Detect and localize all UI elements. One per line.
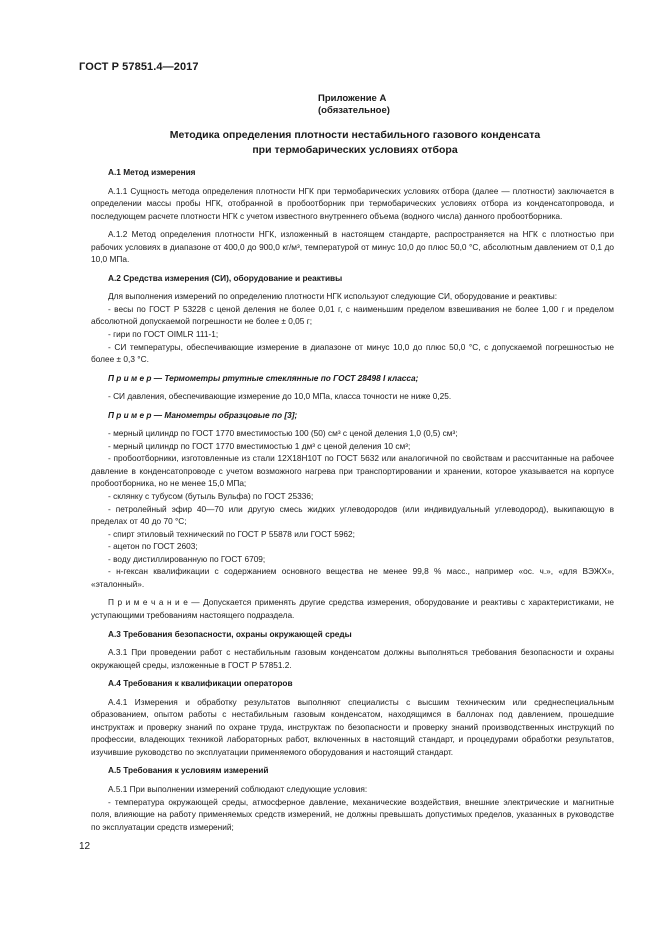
list-item: - СИ температуры, обеспечивающие измерение в диапазоне от минус 10,0 до плюс 50,0 °С, с допускаемой погрешностью не более ± 0,3 °С. [91,341,614,365]
list-item: - воду дистиллированную по ГОСТ 6709; [108,553,266,564]
section-heading-a2: А.2 Средства измерения (СИ), оборудование и реактивы [108,272,343,283]
list-item: - пробоотборники, изготовленные из стали 12Х18Н10Т по ГОСТ 5632 или аналогичной по свойствам и рассчитанные на рабочее давление в конденсатопроводе с учетом возможного нагрева при транспортировании и хранении, которое указывается на корпусе пробоотборника, но не менее 15,0 МПа; [91,453,614,489]
paragraph-a4-1: А.4.1 Измерения и обработку результатов выполняют специалисты с высшим техническим или среднеспециальным образованием, опытом работы с нестабильным газовым конденсатом, находящимся в баллонах под давлением, прошедшие инструктаж и проверку знаний по охране труда, инструктаж по безопасности и проверку знаний производственных инструкций по профессии, владеющих техникой лабораторных работ, включенных в настоящий стандарт, и процедурами обработки результатов, изучившие руководство по эксплуатации применяемого оборудования и настоящий стандарт. [91,696,614,757]
list-item: - гири по ГОСТ OIMLR 111-1; [108,329,219,340]
list-item: - мерный цилиндр по ГОСТ 1770 вместимостью 1 дм³ с ценой деления 10 см³; [108,440,411,451]
paragraph-a1-2: А.1.2 Метод определения плотности НГК, изложенный в настоящем стандарте, распространяется на НГК с плотностью при рабочих условиях в диапазоне от 400,0 до 900,0 кг/м³, температурой от минус 10,0 до плюс 50,0 °С, абсолютным давлением от 0,1 до 10,0 МПа. [91,229,614,265]
list-item: - н-гексан квалификации с содержанием основного вещества не менее 99,8 % масс., например «ос. ч.», «для ВЭЖХ», «эталонный». [91,566,614,589]
example-note-2: П р и м е р — Манометры образцовые по [3]; [108,409,298,420]
title-line-2: при термобарических условиях отбора [252,144,458,156]
section-heading-a5: А.5 Требования к условиям измерений [108,765,269,776]
list-item: - СИ давления, обеспечивающие измерение до 10,0 МПа, класса точности не ниже 0,25. [108,391,452,402]
paragraph-a3-1: А.3.1 При проведении работ с нестабильным газовым конденсатом должны выполняться требования безопасности и охраны окружающей среды, изложенные в ГОСТ Р 57851.2. [91,647,614,670]
list-item: - петролейный эфир 40—70 или другую смесь жидких углеводородов (или индивидуальный углеводород), выкипающую в пределах от 40 до 70 °С; [91,503,614,527]
page-number: 12 [79,841,91,852]
document-code: ГОСТ Р 57851.4—2017 [79,61,199,73]
list-item: - мерный цилиндр по ГОСТ 1770 вместимостью 100 (50) см³ с ценой деления 1,0 (0,5) см³; [108,428,458,439]
appendix-label: Приложение А [318,93,387,104]
document-body [91,166,614,833]
paragraph-a1-1: А.1.1 Сущность метода определения плотности НГК при термобарических условиях отбора (далее — плотности) заключается в определении массы пробы НГК, отобранной в пробоотборник при термобарических условиях отбора из конденсатопровода, и последующем расчете плотности НГК с учетом известного внутреннего объема (водного числа) данного пробоотборника. [91,185,614,221]
list-item: - температура окружающей среды, атмосферное давление, механические воздействия, внешние электрические и магнитные поля, влияющие на работу применяемых средств измерений, не должны превышать допустимых пределов, указанных в руководстве по эксплуатации средств измерений; [91,796,614,832]
section-heading-a1: А.1 Метод измерения [108,167,196,177]
list-item: - ацетон по ГОСТ 2603; [108,541,198,552]
appendix-type: (обязательное) [318,105,390,116]
appendix-title [120,128,590,158]
note-paragraph: П р и м е ч а н и е — Допускается применять другие средства измерения, оборудование и реактивы с характеристиками, не уступающими требованиям настоящего подраздела. [91,597,614,620]
list-item: - весы по ГОСТ Р 53228 с ценой деления не более 0,01 г, с наименьшим пределом взвешивания не более 1,00 г и пределом абсолютной допускаемой погрешности не более ± 0,05 г; [91,303,614,327]
section-heading-a4: А.4 Требования к квалификации операторов [108,678,293,689]
list-item: - склянку с тубусом (бутыль Вульфа) по ГОСТ 25336; [108,491,314,502]
example-note-1: П р и м е р — Термометры ртутные стеклянные по ГОСТ 28498 I класса; [108,372,419,383]
paragraph-a2-intro: Для выполнения измерений по определению плотности НГК используют следующие СИ, оборудование и реактивы: [108,291,558,302]
title-line-1: Методика определения плотности нестабильного газового конденсата [169,129,541,141]
list-item: - спирт этиловый технический по ГОСТ Р 55878 или ГОСТ 5962; [108,528,355,539]
paragraph-a5-1: А.5.1 При выполнении измерений соблюдают следующие условия: [108,783,368,794]
section-heading-a3: А.3 Требования безопасности, охраны окружающей среды [108,628,352,639]
